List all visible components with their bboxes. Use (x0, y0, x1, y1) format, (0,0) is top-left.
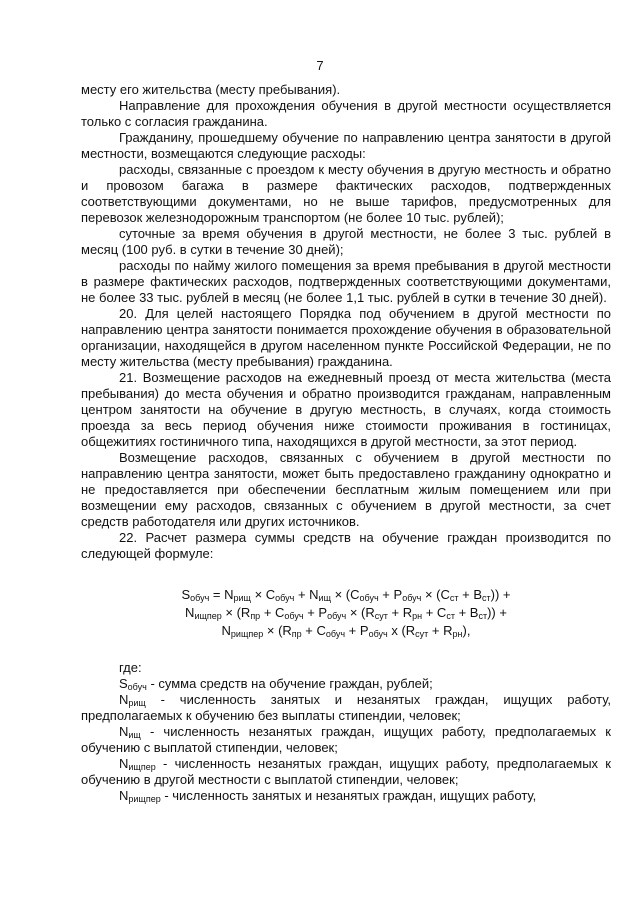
formula-subscript: рн (452, 629, 463, 639)
formula-text: + C (260, 605, 285, 620)
formula-text: + B (454, 605, 479, 620)
paragraph: Гражданину, прошедшему обучение по направлению центра занятости в другой местности, возмещаются следующие расходы: (81, 130, 611, 161)
paragraph: 22. Расчет размера суммы средств на обучение граждан производится по следующей формуле: (81, 530, 611, 561)
paragraph: расходы по найму жилого помещения за время пребывания в другой местности в размере фактических расходов, подтвержденных соответствующими документами, не более 33 тыс. рублей в месяц (не более 1,1 тыс. рублей в сутки в течение 30 дней). (81, 258, 611, 305)
paragraph-list (81, 82, 611, 562)
paragraph: расходы, связанные с проездом к месту обучения в другую местность и обратно и провозом багажа в размере фактических расходов, подтвержденных соответствующими документами, но не выше тарифов, предусмотренных для перевозок железнодорожным транспортом (не более 10 тыс. рублей); (81, 162, 611, 225)
formula-text: x (R (387, 623, 416, 638)
formula-text: = N (209, 587, 234, 602)
formula-text: × (C (421, 587, 450, 602)
formula-text: N (221, 623, 231, 638)
formula-line-1 (81, 586, 611, 604)
formula-text: S (181, 587, 191, 602)
formula-subscript: пр (250, 611, 261, 621)
formula-text: × (R (346, 605, 375, 620)
formula-subscript: сут (415, 629, 429, 639)
definition-symbol: S (119, 676, 128, 691)
formula-subscript: обуч (327, 611, 347, 621)
definition-symbol: N (119, 724, 129, 739)
formula-text: + P (378, 587, 403, 602)
formula-subscript: ищпер (194, 611, 222, 621)
definition-list (81, 676, 611, 804)
page-number: 7 (316, 58, 324, 73)
definition-symbol: N (119, 692, 129, 707)
definition-subscript: рищ (128, 698, 146, 708)
formula-text: × (C (330, 587, 360, 602)
definition-item (81, 788, 611, 804)
formula-text: × C (250, 587, 276, 602)
definition-text: - численность незанятых граждан, ищущих работу, предполагаемых к обучению с выплатой стипендии, человек; (81, 724, 611, 755)
formula-subscript: обуч (275, 593, 295, 603)
definition-subscript: обуч (127, 682, 147, 692)
formula-subscript: обуч (284, 611, 304, 621)
formula-subscript: обуч (190, 593, 210, 603)
definition-text: - сумма средств на обучение граждан, рублей; (146, 676, 433, 691)
document-body (81, 82, 611, 804)
where-label: где: (119, 660, 142, 675)
formula-subscript: обуч (402, 593, 422, 603)
formula-subscript: рн (412, 611, 423, 621)
definition-item (81, 676, 611, 692)
formula-subscript: ст (482, 593, 491, 603)
definition-symbol: N (119, 788, 129, 803)
formula-text: × (R (263, 623, 292, 638)
definition-text: - численность занятых и незанятых граждан, ищущих работу, (160, 788, 537, 803)
formula-text: + R (387, 605, 413, 620)
formula-text: + P (345, 623, 369, 638)
formula-subscript: обуч (359, 593, 379, 603)
definition-subscript: ищпер (128, 762, 156, 772)
formula-text: )) + (490, 587, 511, 602)
formula-text: × (R (221, 605, 251, 620)
formula-subscript: ст (449, 593, 459, 603)
formula-text: + P (303, 605, 328, 620)
formula-text: ), (462, 623, 471, 638)
formula-subscript: рищпер (230, 629, 264, 639)
formula-text: N (185, 605, 195, 620)
paragraph: месту его жительства (месту пребывания). (81, 82, 341, 97)
formula-subscript: ст (446, 611, 455, 621)
definition-item (81, 724, 611, 756)
formula-subscript: ищ (318, 593, 331, 603)
paragraph: Возмещение расходов, связанных с обучением в другой местности по направлению центра занятости, может быть предоставлено гражданину однократно и не предоставляется при обеспечении бесплатным жилым помещением или при возмещении ему расходов, связанных с обучением в другой местности, за счет средств работодателя или других источников. (81, 450, 611, 529)
formula-text: + C (422, 605, 447, 620)
formula-subscript: обуч (368, 629, 388, 639)
formula-text: + B (458, 587, 483, 602)
definition-text: - численность незанятых граждан, ищущих работу, предполагаемых к обучению в другой местности с выплатой стипендии, человек; (81, 756, 611, 787)
definition-subscript: ищ (128, 730, 141, 740)
paragraph: 21. Возмещение расходов на ежедневный проезд от места жительства (места пребывания) до места обучения и обратно производится гражданам, направленным центром занятости на обучение в другую местность, в случаях, когда стоимость проезда за весь период обучения ниже стоимости проживания в гостиницах, общежитиях гостиничного типа, находящихся в другой местности, за этот период. (81, 370, 611, 449)
definition-subscript: рищпер (128, 794, 161, 804)
formula-subscript: пр (291, 629, 302, 639)
formula-text: )) + (487, 605, 507, 620)
definition-item (81, 756, 611, 788)
formula-subscript: рищ (233, 593, 251, 603)
formula-text: + C (301, 623, 326, 638)
formula-subscript: ст (478, 611, 488, 621)
formula-line-3 (81, 622, 611, 640)
definition-text: - численность занятых и незанятых граждан, ищущих работу, предполагаемых к обучению без выплаты стипендии, человек; (81, 692, 611, 723)
formula-line-2 (81, 604, 611, 622)
definition-symbol: N (119, 756, 129, 771)
formula-subscript: сут (374, 611, 388, 621)
paragraph: 20. Для целей настоящего Порядка под обучением в другой местности по направлению центра занятости понимается прохождение обучения в образовательной организации, находящейся в другом населенном пункте Российской Федерации, не по месту жительства (месту пребывания) гражданина. (81, 306, 611, 369)
formula-text: + N (294, 587, 319, 602)
paragraph: суточные за время обучения в другой местности, не более 3 тыс. рублей в месяц (100 руб. в сутки в течение 30 дней); (81, 226, 611, 257)
formula-block (81, 586, 611, 640)
formula-text: + R (428, 623, 453, 638)
paragraph: Направление для прохождения обучения в другой местности осуществляется только с согласия гражданина. (81, 98, 611, 129)
formula-subscript: обуч (325, 629, 346, 639)
definition-item (81, 692, 611, 724)
